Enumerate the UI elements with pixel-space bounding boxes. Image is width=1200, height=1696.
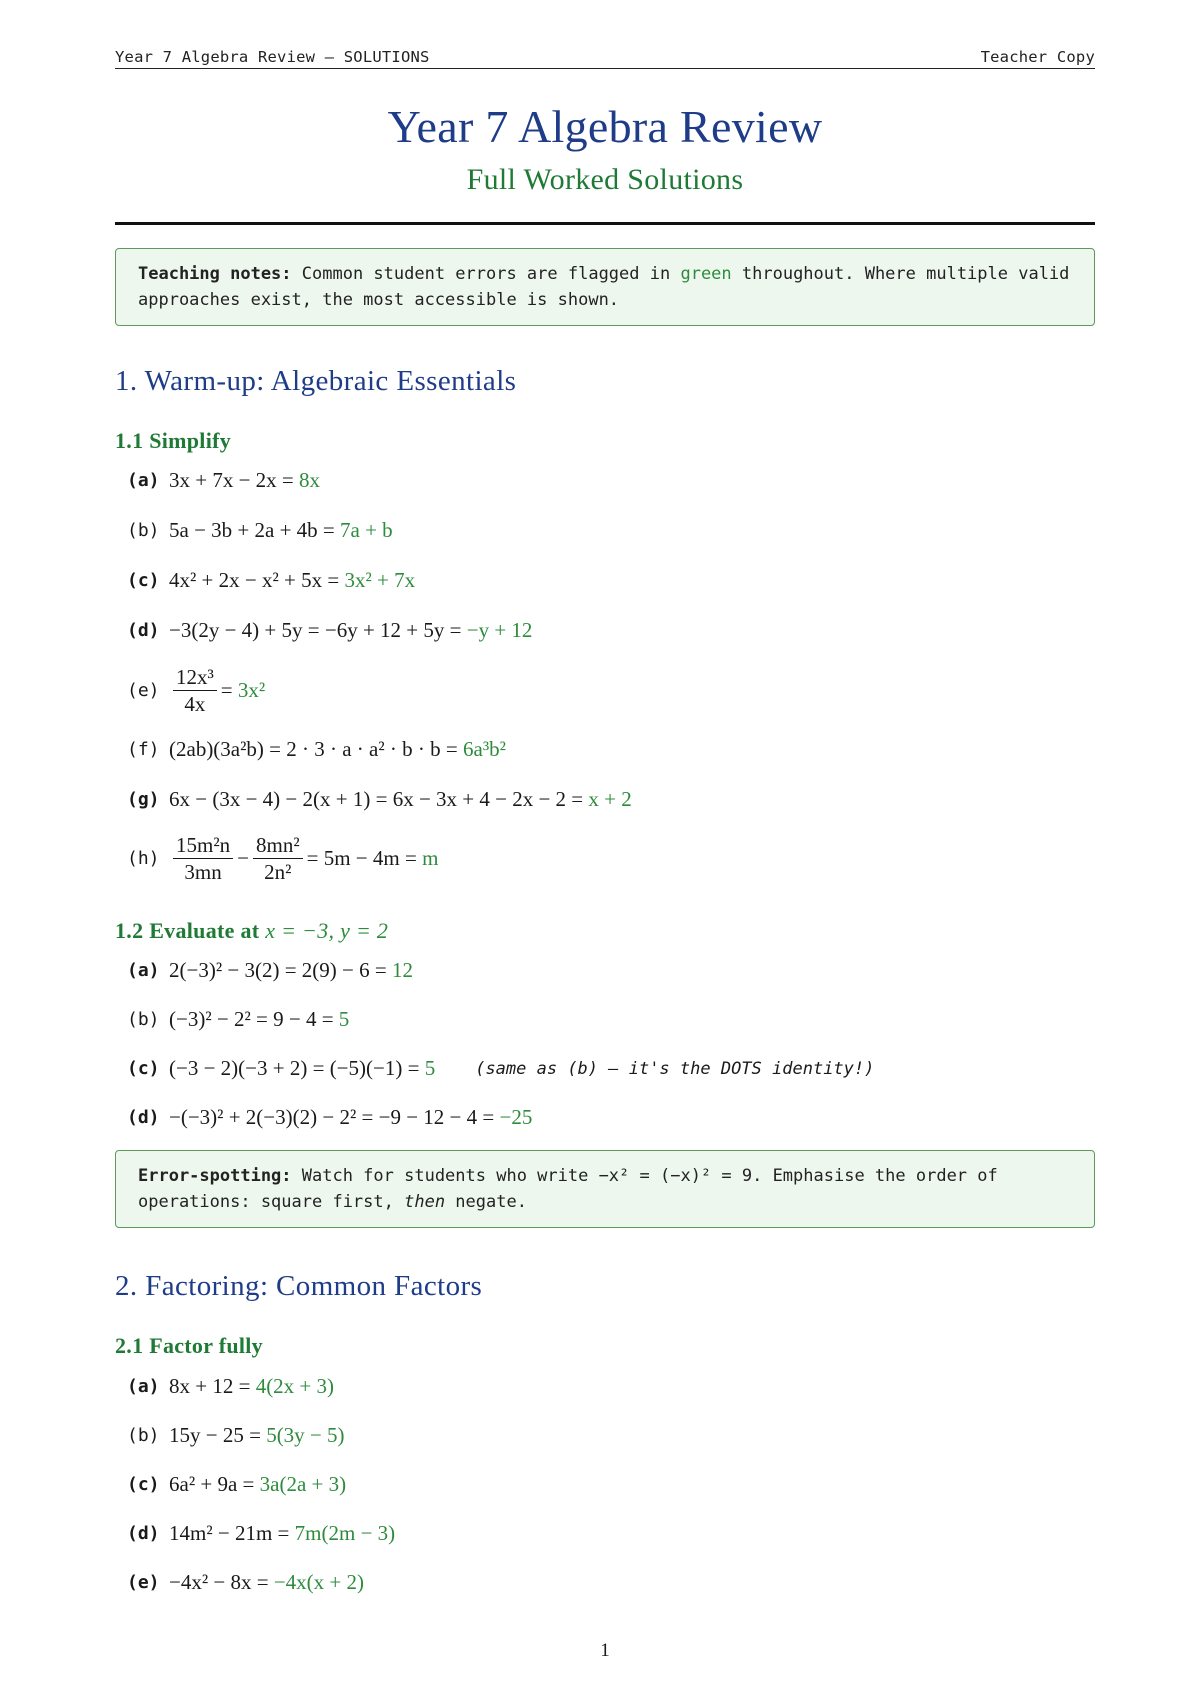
item-label: (a): [127, 960, 160, 981]
header-left: Year 7 Algebra Review — SOLUTIONS: [115, 48, 430, 66]
item-answer: 8x: [299, 468, 321, 492]
item-working: 4x² + 2x − x² + 5x =: [169, 568, 340, 592]
item-answer: 7a + b: [340, 518, 393, 542]
item-working: (2ab)(3a²b) = 2 · 3 · a · a² · b · b =: [169, 737, 458, 761]
error-spotting-text-2: negate.: [445, 1192, 527, 1212]
item-working: =: [220, 678, 233, 702]
item-answer: 4(2x + 3): [255, 1374, 335, 1398]
error-spotting-italic: then: [404, 1192, 446, 1212]
item-answer: 5: [338, 1007, 350, 1031]
simplify-item-f: [127, 737, 506, 762]
error-spotting-box: [115, 1150, 1095, 1228]
item-answer: 3a(2a + 3): [259, 1472, 347, 1496]
simplify-item-a: [127, 468, 320, 493]
item-working: = 5m − 4m =: [306, 846, 417, 870]
factor-item-e: [127, 1570, 364, 1595]
item-answer: 3x² + 7x: [344, 568, 416, 592]
fraction-numerator: 8mn²: [253, 833, 303, 859]
item-label: (f): [127, 739, 160, 760]
item-remark: (same as (b) — it's the DOTS identity!): [475, 1058, 875, 1079]
item-working: −3(2y − 4) + 5y = −6y + 12 + 5y =: [169, 618, 462, 642]
item-label: (c): [127, 570, 160, 591]
error-spotting-label: Error-spotting:: [138, 1166, 292, 1186]
fraction: [173, 665, 217, 716]
minus-sign: −: [237, 846, 249, 870]
item-working: 14m² − 21m =: [169, 1521, 290, 1545]
factor-item-d: [127, 1521, 395, 1546]
item-answer: 5: [424, 1056, 436, 1080]
item-label: (d): [127, 620, 160, 641]
fraction-denominator: 2n²: [264, 860, 292, 884]
worksheet-page: [115, 0, 1095, 1696]
item-label: (d): [127, 1107, 160, 1128]
item-working: −(−3)² + 2(−3)(2) − 2² = −9 − 12 − 4 =: [169, 1105, 495, 1129]
error-spotting-text-1: Watch for students who write −x² = (−x)² = 9. Emphasise the order of operations: square first,: [138, 1166, 998, 1212]
title-divider: [115, 222, 1095, 225]
item-label: (c): [127, 1058, 160, 1079]
item-answer: −25: [499, 1105, 533, 1129]
section-2-heading: 2. Factoring: Common Factors: [115, 1270, 483, 1302]
fraction: [173, 833, 233, 884]
teaching-notes-box: [115, 248, 1095, 326]
item-working: 3x + 7x − 2x =: [169, 468, 294, 492]
page-title: Year 7 Algebra Review: [387, 101, 823, 152]
factor-item-c: [127, 1472, 346, 1497]
item-answer: 5(3y − 5): [266, 1423, 345, 1447]
item-answer: 12: [391, 958, 413, 982]
item-label: (c): [127, 1474, 160, 1495]
fraction-denominator: 3mn: [184, 860, 222, 884]
item-label: (b): [127, 1425, 160, 1446]
page-subtitle: Full Worked Solutions: [466, 163, 744, 196]
evaluate-item-b: [127, 1007, 349, 1032]
page-number: 1: [600, 1640, 610, 1661]
fraction-numerator: 15m²n: [173, 833, 233, 859]
item-working: 6a² + 9a =: [169, 1472, 255, 1496]
fraction: [253, 833, 303, 884]
item-label: (a): [127, 1376, 160, 1397]
item-label: (h): [127, 848, 160, 869]
evaluate-item-c: [127, 1056, 874, 1081]
item-working: (−3 − 2)(−3 + 2) = (−5)(−1) =: [169, 1056, 420, 1080]
simplify-item-d: [127, 618, 532, 643]
subsection-2-1-heading: 2.1 Factor fully: [115, 1333, 263, 1358]
running-header: [115, 38, 1095, 69]
section-1-heading: 1. Warm-up: Algebraic Essentials: [115, 365, 517, 397]
teaching-notes-green-word: green: [680, 264, 732, 284]
factor-item-a: [127, 1374, 334, 1399]
item-answer: 7m(2m − 3): [294, 1521, 396, 1545]
item-answer: x + 2: [588, 787, 632, 811]
simplify-item-h: [127, 833, 438, 884]
item-working: −4x² − 8x =: [169, 1570, 269, 1594]
subsection-1-2-prefix: 1.2 Evaluate at: [115, 918, 266, 943]
item-label: (d): [127, 1523, 160, 1544]
subsection-1-1-heading: 1.1 Simplify: [115, 428, 232, 453]
item-answer: m: [422, 846, 439, 870]
item-working: 8x + 12 =: [169, 1374, 251, 1398]
fraction-numerator: 12x³: [173, 665, 217, 691]
teaching-notes-text-2: throughout. Where multiple valid approaches exist, the most accessible is shown.: [138, 264, 1070, 310]
item-label: (e): [127, 1572, 160, 1593]
item-answer: −4x(x + 2): [273, 1570, 365, 1594]
subsection-1-2-heading: [115, 918, 388, 944]
item-answer: 3x²: [237, 678, 266, 702]
item-answer: −y + 12: [466, 618, 533, 642]
teaching-notes-label: Teaching notes:: [138, 264, 292, 284]
header-right: Teacher Copy: [980, 48, 1095, 66]
simplify-item-g: [127, 787, 632, 812]
evaluate-item-d: [127, 1105, 532, 1130]
simplify-item-e: [127, 665, 265, 716]
item-label: (b): [127, 520, 160, 541]
teaching-notes-text-1: Common student errors are flagged in: [291, 264, 681, 284]
subsection-1-2-values: x = −3, y = 2: [265, 918, 389, 943]
item-label: (a): [127, 470, 160, 491]
item-working: (−3)² − 2² = 9 − 4 =: [169, 1007, 334, 1031]
item-working: 6x − (3x − 4) − 2(x + 1) = 6x − 3x + 4 − 2x − 2 =: [169, 787, 584, 811]
item-working: 2(−3)² − 3(2) = 2(9) − 6 =: [169, 958, 387, 982]
simplify-item-c: [127, 568, 415, 593]
factor-item-b: [127, 1423, 345, 1448]
item-working: 15y − 25 =: [169, 1423, 261, 1447]
item-label: (e): [127, 680, 160, 701]
item-answer: 6a³b²: [463, 737, 506, 761]
item-label: (g): [127, 789, 160, 810]
item-working: 5a − 3b + 2a + 4b =: [169, 518, 335, 542]
item-label: (b): [127, 1009, 160, 1030]
evaluate-item-a: [127, 958, 413, 983]
simplify-item-b: [127, 518, 393, 543]
fraction-denominator: 4x: [184, 692, 206, 716]
